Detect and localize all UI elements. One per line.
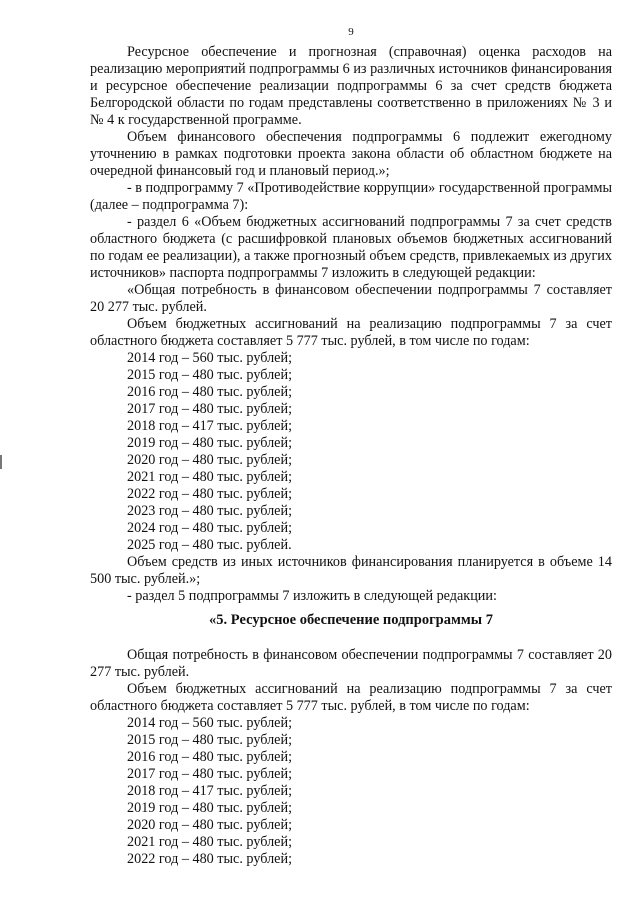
scan-edge-mark [0, 455, 2, 469]
list-item: 2022 год – 480 тыс. рублей; [127, 851, 293, 867]
list-item: 2019 год – 480 тыс. рублей; [127, 435, 293, 451]
list-item: 2017 год – 480 тыс. рублей; [127, 401, 293, 417]
section-heading: «5. Ресурсное обеспечение подпрограммы 7 [209, 612, 493, 628]
paragraph-total-need-2: Общая потребность в финансовом обеспечении подпрограммы 7 составляет 20 277 тыс. рублей. [90, 647, 612, 680]
list-item: 2021 год – 480 тыс. рублей; [127, 834, 293, 850]
paragraph-section-6: - раздел 6 «Объем бюджетных ассигнований подпрограммы 7 за счет средств областного бюджета (с расшифровкой плановых объемов бюджетных ассигнований по годам ее реализации), а также прогнозный объем средств, привлекаемых из других источников» паспорта подпрограммы 7 изложить в следующей редакции: [90, 214, 612, 281]
list-item: 2021 год – 480 тыс. рублей; [127, 469, 293, 485]
paragraph-other-sources: Объем средств из иных источников финансирования планируется в объеме 14 500 тыс. рублей.»; [90, 554, 612, 587]
list-item: 2024 год – 480 тыс. рублей; [127, 520, 293, 536]
section-part-2 [90, 647, 612, 868]
paragraph-total-need: «Общая потребность в финансовом обеспечении подпрограммы 7 составляет 20 277 тыс. рублей. [90, 282, 612, 315]
list-item: 2018 год – 417 тыс. рублей; [127, 418, 293, 434]
list-item: 2023 год – 480 тыс. рублей; [127, 503, 293, 519]
list-item: 2014 год – 560 тыс. рублей; [127, 715, 293, 731]
list-item: 2025 год – 480 тыс. рублей. [127, 537, 292, 553]
list-item: 2015 год – 480 тыс. рублей; [127, 367, 293, 383]
paragraph-financial-volume: Объем финансового обеспечения подпрограммы 6 подлежит ежегодному уточнению в рамках подготовки проекта закона области об областном бюджете на очередной финансовый год и плановый период.»; [90, 129, 612, 179]
section-heading-block [90, 612, 612, 629]
list-item: 2017 год – 480 тыс. рублей; [127, 766, 293, 782]
year-allocation-list-2 [90, 715, 612, 868]
paragraph-resource-provision: Ресурсное обеспечение и прогнозная (справочная) оценка расходов на реализацию мероприятий подпрограммы 6 из различных источников финансирования и ресурсное обеспечение реализации подпрограммы 6 за счет средств бюджета Белгородской области по годам представлены соответственно в приложениях № 3 и № 4 к государственной программе. [90, 44, 612, 128]
list-item: 2019 год – 480 тыс. рублей; [127, 800, 293, 816]
paragraph-section-5-intro: - раздел 5 подпрограммы 7 изложить в следующей редакции: [127, 588, 497, 604]
year-allocation-list [90, 350, 612, 554]
section-part-1 [90, 44, 612, 605]
paragraph-budget-allocations: Объем бюджетных ассигнований на реализацию подпрограммы 7 за счет областного бюджета составляет 5 777 тыс. рублей, в том числе по годам: [90, 316, 612, 349]
list-item: 2018 год – 417 тыс. рублей; [127, 783, 293, 799]
paragraph-subprogram-7-intro: - в подпрограмму 7 «Противодействие коррупции» государственной программы (далее – подпрограмма 7): [90, 180, 612, 213]
list-item: 2015 год – 480 тыс. рублей; [127, 732, 293, 748]
list-item: 2016 год – 480 тыс. рублей; [127, 749, 293, 765]
list-item: 2020 год – 480 тыс. рублей; [127, 817, 293, 833]
document-page [90, 0, 612, 905]
list-item: 2020 год – 480 тыс. рублей; [127, 452, 293, 468]
page-number: 9 [348, 26, 354, 38]
list-item: 2016 год – 480 тыс. рублей; [127, 384, 293, 400]
list-item: 2022 год – 480 тыс. рублей; [127, 486, 293, 502]
list-item: 2014 год – 560 тыс. рублей; [127, 350, 293, 366]
paragraph-budget-allocations-2: Объем бюджетных ассигнований на реализацию подпрограммы 7 за счет областного бюджета составляет 5 777 тыс. рублей, в том числе по годам: [90, 681, 612, 714]
